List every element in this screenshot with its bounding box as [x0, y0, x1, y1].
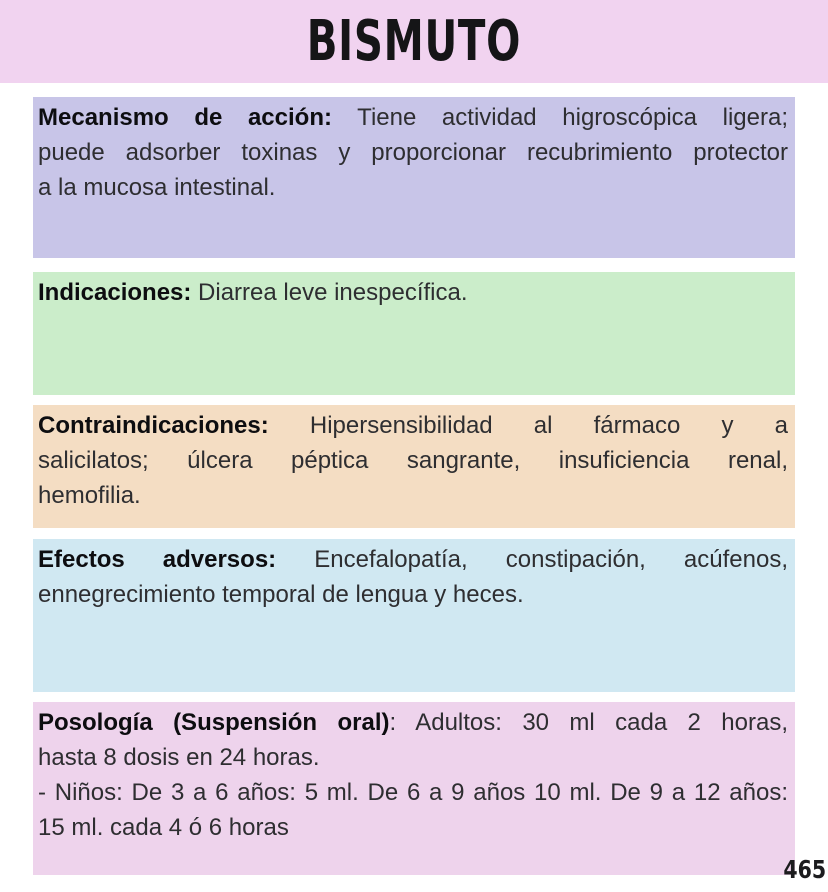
text-line: - Niños: De 3 a 6 años: 5 ml. De 6 a 9 años 10 ml. De 9 a 12 años:	[38, 779, 788, 806]
section-text: Hipersensibilidad al fármaco y a	[309, 412, 788, 439]
section-posologia	[33, 702, 795, 875]
section-text: Diarrea leve inespecífica.	[198, 279, 468, 306]
text-line: hemofilia.	[38, 482, 141, 509]
section-contraindicaciones	[33, 405, 795, 528]
text-line: 15 ml. cada 4 ó 6 horas	[38, 814, 289, 841]
section-text: Tiene actividad higroscópica ligera;	[357, 104, 789, 131]
text-line: ennegrecimiento temporal de lengua y heces.	[38, 581, 524, 608]
text-line: hasta 8 dosis en 24 horas.	[38, 744, 320, 771]
text-line	[38, 275, 788, 310]
text-line	[38, 100, 788, 135]
section-text: Encefalopatía, constipación, acúfenos,	[314, 546, 788, 573]
section-efectos-adversos	[33, 539, 795, 692]
section-indicaciones	[33, 272, 795, 395]
text-line	[38, 542, 788, 577]
text-line: a la mucosa intestinal.	[38, 174, 276, 201]
section-label: Efectos adversos:	[38, 546, 277, 573]
text-line: salicilatos; úlcera péptica sangrante, insuficiencia renal,	[38, 447, 788, 474]
section-label: Contraindicaciones:	[38, 412, 269, 439]
text-line: puede adsorber toxinas y proporcionar recubrimiento protector	[38, 139, 788, 166]
section-text: : Adultos: 30 ml cada 2 horas,	[389, 709, 788, 736]
page-number: 465	[783, 855, 826, 884]
section-label: Mecanismo de acción:	[38, 104, 332, 131]
text-line	[38, 705, 788, 740]
drug-title: BISMUTO	[306, 9, 522, 74]
section-label: Indicaciones:	[38, 279, 192, 306]
section-label: Posología (Suspensión oral)	[38, 709, 390, 736]
card-header	[0, 0, 828, 83]
section-mecanismo-de-accion	[33, 97, 795, 258]
text-line	[38, 408, 788, 443]
